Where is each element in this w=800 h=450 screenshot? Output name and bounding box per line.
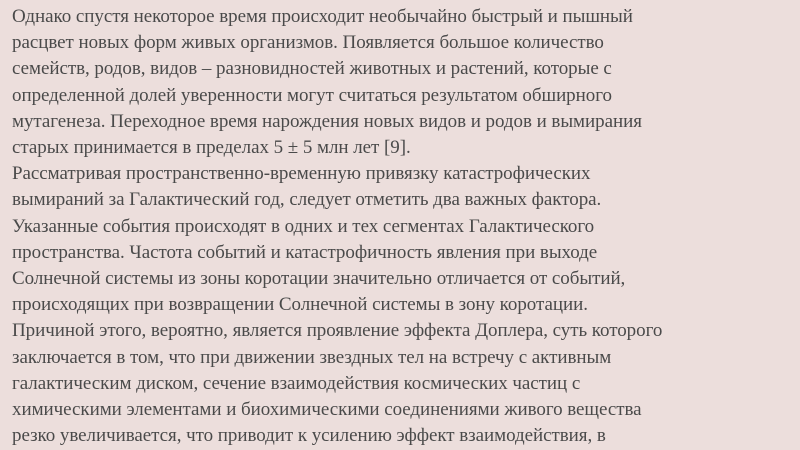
text-line: резко увеличивается, что приводит к усилению эффект взаимодействия, в: [12, 425, 606, 447]
text-line: галактическим диском, сечение взаимодействия космических частиц с: [12, 372, 581, 394]
text-line: Рассматривая пространственно-временную привязку катастрофических: [12, 163, 591, 185]
text-line: Однако спустя некоторое время происходит необычайно быстрый и пышный: [12, 6, 633, 27]
text-line: старых принимается в пределах 5 ± 5 млн лет [9].: [12, 137, 411, 159]
text-line: происходящих при возвращении Солнечной системы в зону коротации.: [12, 294, 588, 316]
text-line: определенной долей уверенности могут считаться результатом обширного: [12, 84, 612, 106]
text-line: заключается в том, что при движении звездных тел на встречу с активным: [12, 346, 612, 368]
text-line: пространства. Частота событий и катастрофичность явления при выходе: [12, 241, 598, 263]
text-line: Причиной этого, вероятно, является проявление эффекта Доплера, суть которого: [12, 320, 663, 342]
text-line: мутагенеза. Переходное время нарождения новых видов и родов и вымирания: [12, 110, 642, 132]
text-line: вымираний за Галактический год, следует отметить два важных фактора.: [12, 189, 602, 211]
text-line: расцвет новых форм живых организмов. Появляется большое количество: [12, 32, 604, 54]
text-line: семейств, родов, видов – разновидностей животных и растений, которые с: [12, 58, 612, 80]
text-line: химическими элементами и биохимическими соединениями живого вещества: [12, 399, 642, 421]
body-text: [12, 4, 798, 449]
text-line: Указанные события происходят в одних и тех сегментах Галактического: [12, 215, 595, 237]
text-line: Солнечной системы из зоны коротации значительно отличается от событий,: [12, 268, 626, 290]
